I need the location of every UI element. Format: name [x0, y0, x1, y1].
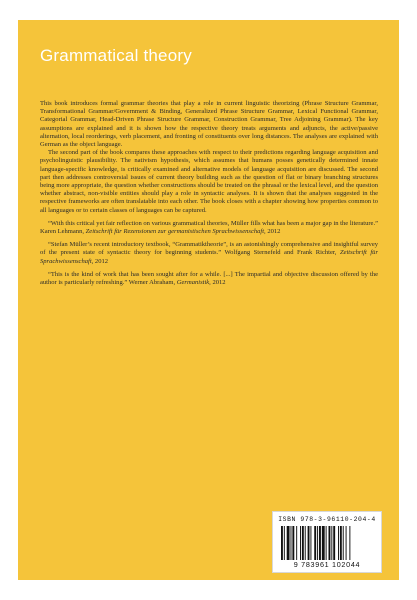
intro-paragraph: This book introduces formal grammar theories that play a role in current linguistic theorizing (Phrase Structure Grammar, Transformational Grammar/Government & Binding, Generalized Phrase Structure Grammar, Lexical Functional Grammar, Categorial Grammar, Head-Driven Phrase Structure Grammar, Construction Grammar, Tree Adjoining Grammar). The key assumptions are explained and it is shown how the respective theory treats arguments and adjuncts, the active/passive alternation, local reorderings, verb placement, and fronting of constituents over long distances. The analyses are explained with German as the object language. — [40, 100, 378, 149]
quote-2 — [40, 241, 378, 266]
blurb — [40, 100, 378, 287]
quote-year: , 2012 — [91, 257, 109, 265]
isbn-label: ISBN 978-3-96110-204-4 — [278, 516, 376, 523]
barcode-bar — [296, 526, 297, 560]
barcode-bar — [338, 526, 339, 560]
quote-source: Zeitschrift für Rezensionen zur germanistischen Sprachwissenschaft — [85, 228, 265, 236]
barcode-bar — [329, 526, 331, 560]
barcode-bar — [310, 526, 311, 560]
quote-3 — [40, 271, 378, 287]
barcode-bar — [314, 526, 316, 560]
second-paragraph: The second part of the book compares these approaches with respect to their predictions regarding language acquisition and psycholinguistic plausibility. The nativism hypothesis, which assumes that humans posses genetically determined innate language-specific knowledge, is critically examined and alternative models of language acquisition are discussed. The second part then addresses controversial issues of current theory building such as the question of flat or binary branching structures being more appropriate, the question whether constructions should be treated on the phrasal or the lexical level, and the question whether abstract, non-visible entities should play a role in syntactic analyses. It is shown that the analyses suggested in the respective frameworks are often translatable into each other. The book closes with a chapter showing how properties common to all languages or to certain classes of languages can be captured. — [40, 149, 378, 214]
quote-text: “This is the kind of work that has been sought after for a while. [...] The impartial and objective discussion offered by the author is particularly refreshing.” — [40, 270, 378, 287]
barcode-bar — [305, 526, 306, 560]
quote-source: Germanistik — [176, 279, 210, 287]
quote-year: , 2012 — [264, 228, 281, 236]
barcode-bar — [300, 526, 301, 560]
barcode-bar — [287, 526, 290, 560]
barcode-bar — [331, 526, 332, 560]
barcode-bar — [291, 526, 292, 560]
quote-author: Wolfgang Sternefeld and Frank Richter, — [221, 249, 340, 257]
quote-year: , 2012 — [209, 279, 226, 287]
quote-text: “With this critical yet fair reflection on various grammatical theories, Müller fills what has been a major gap in the literature.” — [48, 219, 378, 227]
back-cover — [18, 20, 399, 580]
barcode-bar — [302, 526, 304, 560]
barcode-bar — [317, 526, 318, 560]
quote-text: “Stefan Müller’s recent introductory textbook, “Grammatiktheorie”, is an astonishingly comprehensive and insightful survey of the present state of syntactic theory for beginning students.” — [40, 241, 378, 257]
barcode-digits: 9 783961 102044 — [293, 560, 361, 569]
barcode-bar — [322, 526, 325, 560]
book-title: Grammatical theory — [40, 46, 192, 65]
barcode-bar — [346, 526, 347, 560]
barcode-bar — [333, 526, 335, 560]
barcode-bar — [284, 526, 285, 560]
quote-author: Karen Lehmann, — [40, 228, 86, 236]
barcode-bar — [343, 526, 344, 560]
quote-source: Zeitschrift für Sprachwissenschaft — [40, 249, 378, 265]
barcode-bar — [349, 526, 350, 560]
isbn-barcode — [272, 511, 382, 573]
barcode-bar — [308, 526, 310, 560]
barcode-bar — [340, 526, 342, 560]
barcode-bar — [326, 526, 327, 560]
barcode-bars — [281, 526, 375, 560]
barcode-bar — [292, 526, 294, 560]
quote-author: Werner Abraham, — [127, 279, 177, 287]
barcode-bar — [281, 526, 283, 560]
quote-1 — [40, 220, 378, 236]
barcode-bar — [319, 526, 321, 560]
